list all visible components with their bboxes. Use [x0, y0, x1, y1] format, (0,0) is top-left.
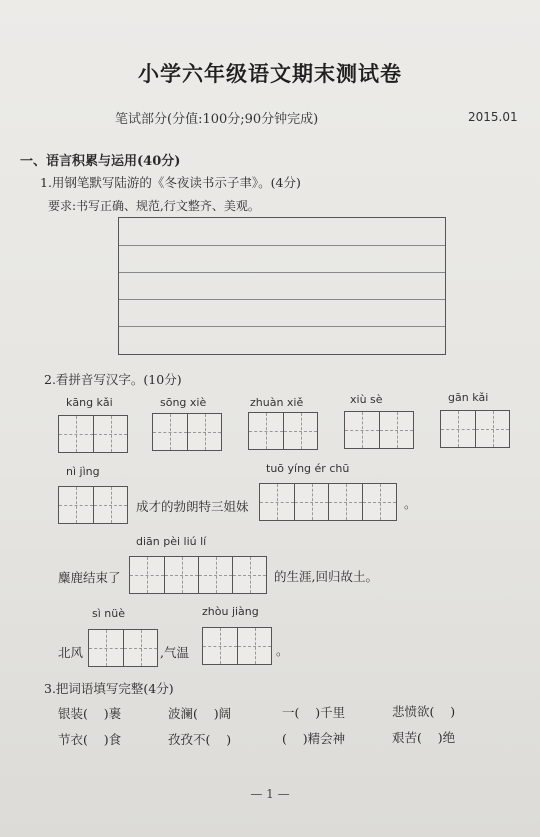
- idiom-blank[interactable]: ( )精会神: [282, 731, 346, 746]
- idiom-blank[interactable]: 银装( )裹: [58, 706, 122, 721]
- writing-line: [119, 326, 445, 327]
- writing-line: [119, 245, 445, 246]
- pinyin-label: gān kǎi: [448, 391, 489, 404]
- question-1-prompt: 1.用钢笔默写陆游的《冬夜读书示子聿》。(4分): [40, 175, 301, 190]
- answer-grid[interactable]: [248, 412, 318, 450]
- sentence-text: 麋鹿结束了: [58, 570, 121, 585]
- exam-subtitle: 笔试部分(分值:100分;90分钟完成): [115, 112, 319, 127]
- answer-grid[interactable]: [440, 410, 510, 448]
- idiom-blank[interactable]: 悲愤欲( ): [392, 704, 456, 719]
- pinyin-label: zhòu jiàng: [202, 605, 259, 618]
- idiom-blank[interactable]: 节衣( )食: [58, 732, 122, 747]
- sentence-text: 。: [404, 496, 417, 511]
- sentence-text: 的生涯,回归故土。: [274, 569, 378, 584]
- pinyin-label: sì nüè: [92, 607, 125, 620]
- sentence-text: ,气温: [160, 645, 189, 660]
- exam-title: 小学六年级语文期末测试卷: [138, 61, 402, 86]
- exam-date: 2015.01: [468, 110, 518, 124]
- answer-grid[interactable]: [129, 556, 267, 594]
- answer-grid[interactable]: [202, 627, 272, 665]
- pinyin-label: sōng xiè: [160, 396, 207, 409]
- answer-grid[interactable]: [344, 411, 414, 449]
- question-2-prompt: 2.看拼音写汉字。(10分): [44, 372, 182, 387]
- idiom-blank[interactable]: 艰苦( )绝: [392, 730, 456, 745]
- section-heading: 一、语言积累与运用(40分): [20, 154, 181, 169]
- writing-line: [119, 299, 445, 300]
- sentence-text: 。: [276, 643, 289, 658]
- answer-grid[interactable]: [58, 415, 128, 453]
- idiom-blank[interactable]: 孜孜不( ): [168, 732, 232, 747]
- writing-line: [119, 272, 445, 273]
- pinyin-label: diān pèi liú lí: [136, 535, 207, 548]
- pinyin-label: zhuàn xiě: [250, 396, 304, 409]
- pinyin-label: tuō yíng ér chū: [266, 462, 350, 475]
- answer-grid[interactable]: [88, 629, 158, 667]
- sentence-text: 成才的勃朗特三姐妹: [136, 499, 249, 514]
- pinyin-label: nì jìng: [66, 465, 100, 478]
- page-number: — 1 —: [250, 787, 290, 801]
- sentence-text: 北风: [58, 645, 84, 660]
- question-1-requirement: 要求:书写正确、规范,行文整齐、美观。: [48, 199, 260, 213]
- question-3-prompt: 3.把词语填写完整(4分): [44, 681, 174, 696]
- idiom-blank[interactable]: 一( )千里: [282, 705, 346, 720]
- answer-grid[interactable]: [259, 483, 397, 521]
- pinyin-label: kāng kǎi: [66, 396, 113, 409]
- writing-box[interactable]: [118, 217, 446, 355]
- pinyin-label: xiù sè: [350, 393, 383, 406]
- answer-grid[interactable]: [152, 413, 222, 451]
- answer-grid[interactable]: [58, 486, 128, 524]
- idiom-blank[interactable]: 波澜( )阔: [168, 706, 232, 721]
